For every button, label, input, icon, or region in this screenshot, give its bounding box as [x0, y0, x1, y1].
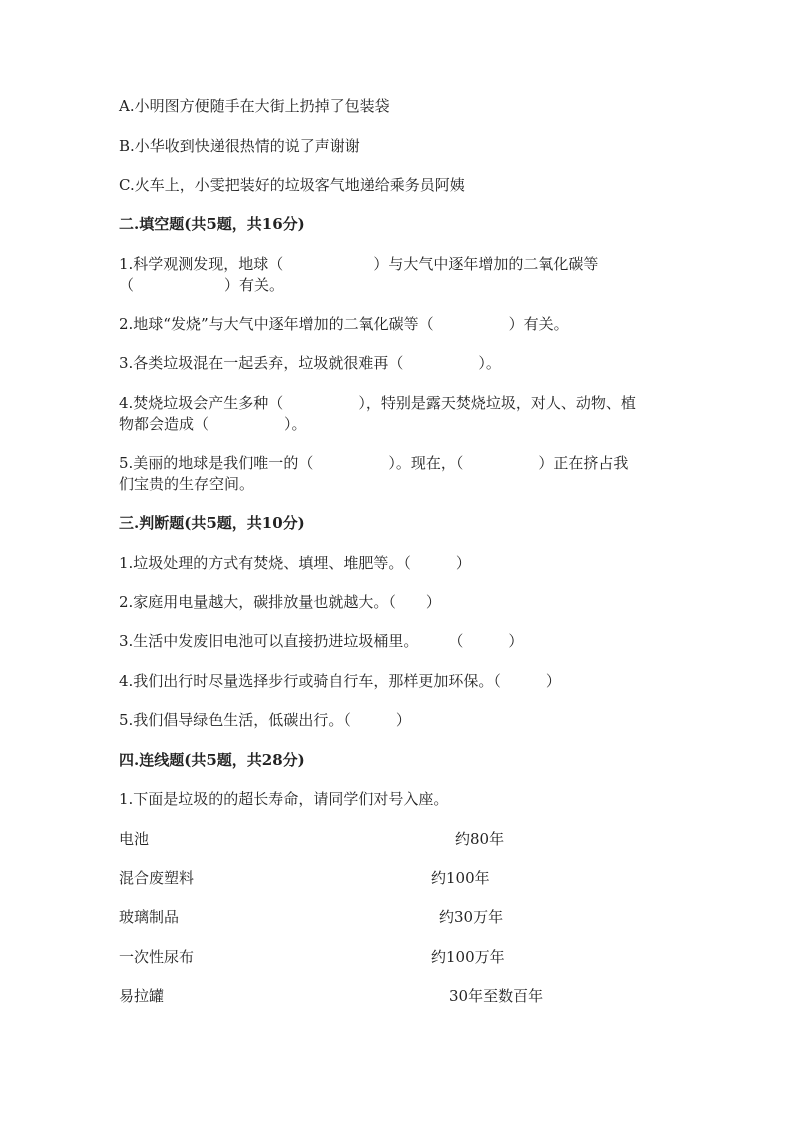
match-right-item: 30年至数百年 — [449, 987, 544, 1005]
match-left-item: 玻璃制品 — [119, 908, 180, 926]
question-text: 2.家庭用电量越大，碳排放量也就越大。（ ） — [119, 593, 441, 611]
question-text: 5.我们倡导绿色生活，低碳出行。（ ） — [119, 711, 411, 729]
section-title: 四.连线题(共5题，共28分) — [119, 751, 305, 769]
match-left-item: 一次性尿布 — [119, 948, 195, 966]
question-text: （ ）有关。 — [119, 276, 285, 294]
choice-c: C.火车上，小雯把装好的垃圾客气地递给乘务员阿姨 — [119, 176, 465, 194]
question-text: 3.生活中发废旧电池可以直接扔进垃圾桶里。 （ ） — [119, 632, 524, 650]
question-text: 4.我们出行时尽量选择步行或骑自行车，那样更加环保。（ ） — [119, 672, 561, 690]
question-text: 3.各类垃圾混在一起丢弃，垃圾就很难再（ ）。 — [119, 354, 501, 372]
match-right-item: 约80年 — [455, 830, 505, 848]
question-text: 4.焚烧垃圾会产生多种（ ），特别是露天焚烧垃圾，对人、动物、植 — [119, 394, 636, 412]
match-right-item: 约30万年 — [439, 908, 504, 926]
question-text: 1.垃圾处理的方式有焚烧、填埋、堆肥等。（ ） — [119, 554, 471, 572]
match-left-item: 混合废塑料 — [119, 869, 195, 887]
match-right-item: 约100万年 — [431, 948, 505, 966]
choice-b: B.小华收到快递很热情的说了声谢谢 — [119, 137, 360, 155]
match-right-item: 约100年 — [431, 869, 490, 887]
question-text: 们宝贵的生存空间。 — [119, 475, 255, 493]
section-title: 二.填空题(共5题，共16分) — [119, 215, 305, 233]
choice-a: A.小明图方便随手在大街上扔掉了包装袋 — [119, 97, 390, 115]
question-text: 物都会造成（ ）。 — [119, 415, 307, 433]
match-left-item: 电池 — [119, 830, 150, 848]
question-text: 5.美丽的地球是我们唯一的（ ）。现在，（ ）正在挤占我 — [119, 454, 629, 472]
section-title: 三.判断题(共5题，共10分) — [119, 514, 305, 532]
match-left-item: 易拉罐 — [119, 987, 165, 1005]
question-text: 1.下面是垃圾的的超长寿命，请同学们对号入座。 — [119, 790, 449, 808]
question-text: 2.地球“发烧”与大气中逐年增加的二氧化碳等（ ）有关。 — [119, 315, 569, 333]
question-text: 1.科学观测发现，地球（ ）与大气中逐年增加的二氧化碳等 — [119, 255, 599, 273]
